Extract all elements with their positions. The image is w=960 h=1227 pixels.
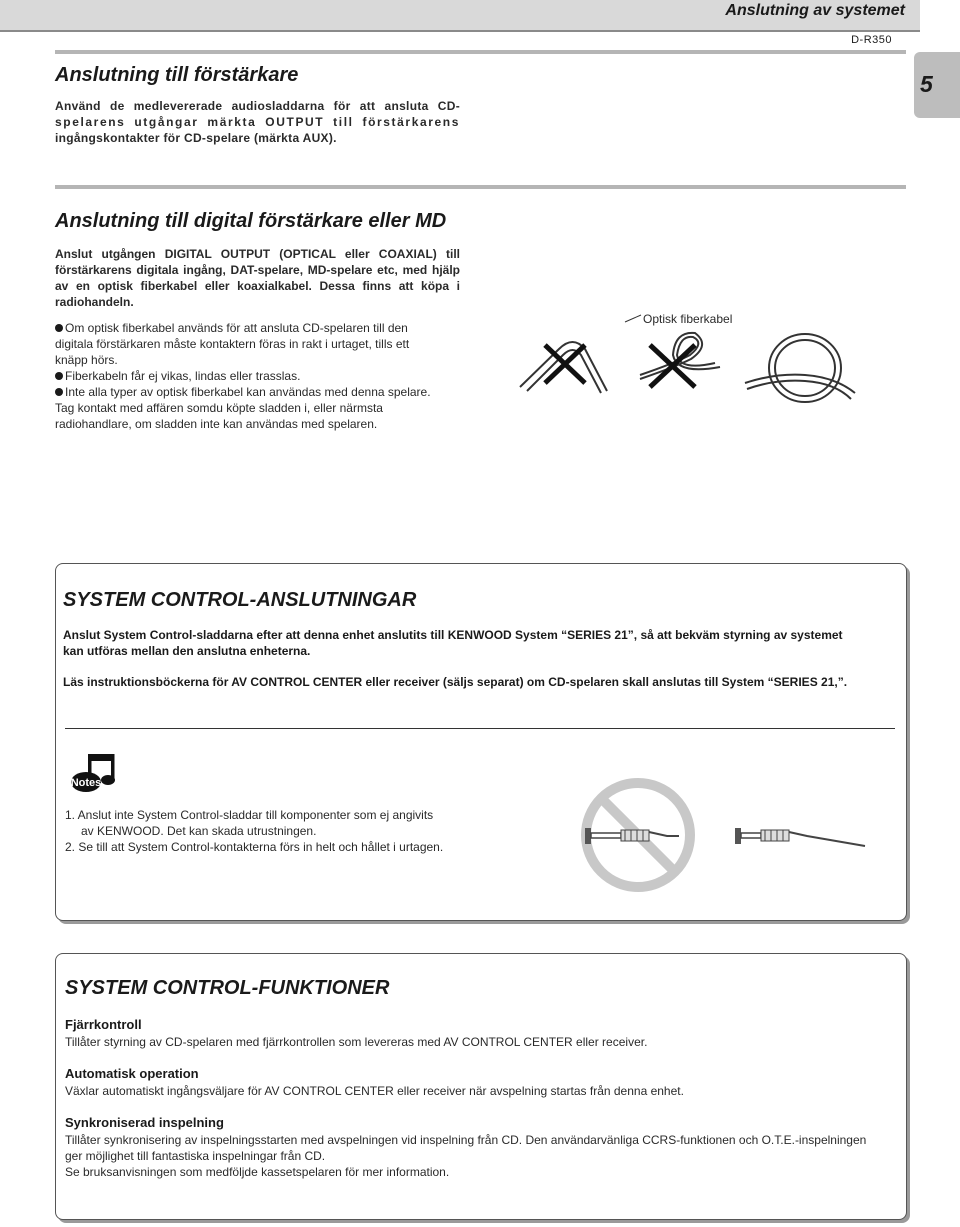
bullet-item: Fiberkabeln får ej vikas, lindas eller trasslas. (55, 368, 465, 384)
function-heading: Synkroniserad inspelning (65, 1115, 224, 1130)
system-control-title: SYSTEM CONTROL-ANSLUTNINGAR (63, 589, 417, 611)
digital-line: av en optisk fiberkabel eller koaxialkabel. Dessa finns att köpa i (55, 279, 460, 293)
digital-text (55, 246, 460, 310)
bullet-item-continued: radiohandlare, om sladden inte kan användas med spelaren. (55, 417, 378, 431)
system-functions-title: SYSTEM CONTROL-FUNKTIONER (65, 977, 390, 999)
function-automatic (65, 1066, 895, 1099)
function-remote (65, 1017, 895, 1050)
digital-line: radiohandeln. (55, 295, 134, 309)
function-text: ger möjlighet till fantastiska inspelningar från CD. (65, 1149, 326, 1163)
coiled-cable-icon (745, 334, 855, 402)
bullet-item-continued: knäpp hörs. (55, 353, 118, 367)
model-label: D-R350 (851, 34, 892, 46)
function-text: Tillåter synkronisering av inspelningsstarten med avspelningen vid inspelning från CD. Den användarvänliga CCRS-funktionen och O.T.E.-inspelningen (65, 1133, 867, 1147)
bent-cable-icon (520, 342, 607, 393)
digital-line: förstärkarens digitala ingång, DAT-spelare, MD-spelare etc, med hjälp (55, 263, 460, 277)
section-header-title: Anslutning av systemet (725, 2, 905, 19)
bullet-item-continued: Tag kontakt med affären somdu köpte sladden i, eller närmsta (55, 401, 383, 415)
function-text: Tillåter styrning av CD-spelaren med fjärrkontrollen som levereras med AV CONTROL CENTER eller receiver. (65, 1035, 648, 1049)
system-control-paragraph: Anslut System Control-sladdarna efter att denna enhet anslutits till KENWOOD System “SERIES 21”, så att bekväm styrning av systemet kan utföras mellan den anslutna enheterna. (63, 628, 843, 658)
amplifier-title: Anslutning till förstärkare (55, 64, 299, 86)
digital-line: Anslut utgången DIGITAL OUTPUT (OPTICAL eller COAXIAL) till (55, 247, 460, 261)
notes-list (65, 807, 485, 855)
svg-text:Notes: Notes (70, 777, 102, 789)
note-item: 1. Anslut inte System Control-sladdar till komponenter som ej angivits av KENWOOD. Det kan skada utrustningen. (65, 808, 434, 838)
function-heading: Automatisk operation (65, 1066, 199, 1081)
function-text: Se bruksanvisningen som medföljde kassetspelaren för mer information. (65, 1165, 450, 1179)
bullet-icon (55, 324, 63, 332)
prohibited-plug-icon (585, 783, 690, 887)
header-rule (0, 30, 920, 32)
section-rule (55, 50, 906, 54)
function-heading: Fjärrkontroll (65, 1017, 142, 1032)
amplifier-line: ingångskontakter för CD-spelare (märkta AUX). (55, 131, 337, 145)
function-text: Växlar automatiskt ingångsväljare för AV CONTROL CENTER eller receiver när avspelning startas från denna enhet. (65, 1084, 684, 1098)
bullet-item: Inte alla typer av optisk fiberkabel kan användas med denna spelare. (55, 384, 465, 400)
plug-illustration (575, 778, 875, 893)
notes-icon (70, 752, 120, 794)
bullet-icon (55, 388, 63, 396)
amplifier-line: Använd de medlevererade audiosladdarna för att ansluta CD- (55, 99, 460, 113)
digital-title: Anslutning till digital förstärkare eller MD (55, 210, 447, 232)
digital-bullets (55, 320, 465, 432)
fiber-cable-label: Optisk fiberkabel (643, 312, 733, 326)
bullet-item: Om optisk fiberkabel används för att ansluta CD-spelaren till den (55, 320, 465, 336)
section-rule (55, 185, 906, 189)
amplifier-line: spelarens utgångar märkta OUTPUT till förstärkarens (55, 115, 460, 129)
system-control-instruction: Läs instruktionsböckerna för AV CONTROL CENTER eller receiver (säljs separat) om CD-spelaren skall anslutas till System “SERIES 21,”. (63, 675, 848, 689)
page-number: 5 (920, 71, 933, 97)
bullet-item-continued: digitala förstärkaren måste kontaktern föras in rakt i urtaget, tills ett (55, 337, 410, 351)
bullet-icon (55, 372, 63, 380)
knotted-cable-icon (640, 333, 720, 387)
function-sync-recording (65, 1115, 895, 1180)
divider (65, 728, 895, 729)
correct-plug-icon (735, 828, 865, 846)
note-item: 2. Se till att System Control-kontakterna förs in helt och hållet i urtagen. (65, 840, 444, 854)
amplifier-text (55, 98, 460, 146)
page-number-tab (914, 52, 960, 118)
